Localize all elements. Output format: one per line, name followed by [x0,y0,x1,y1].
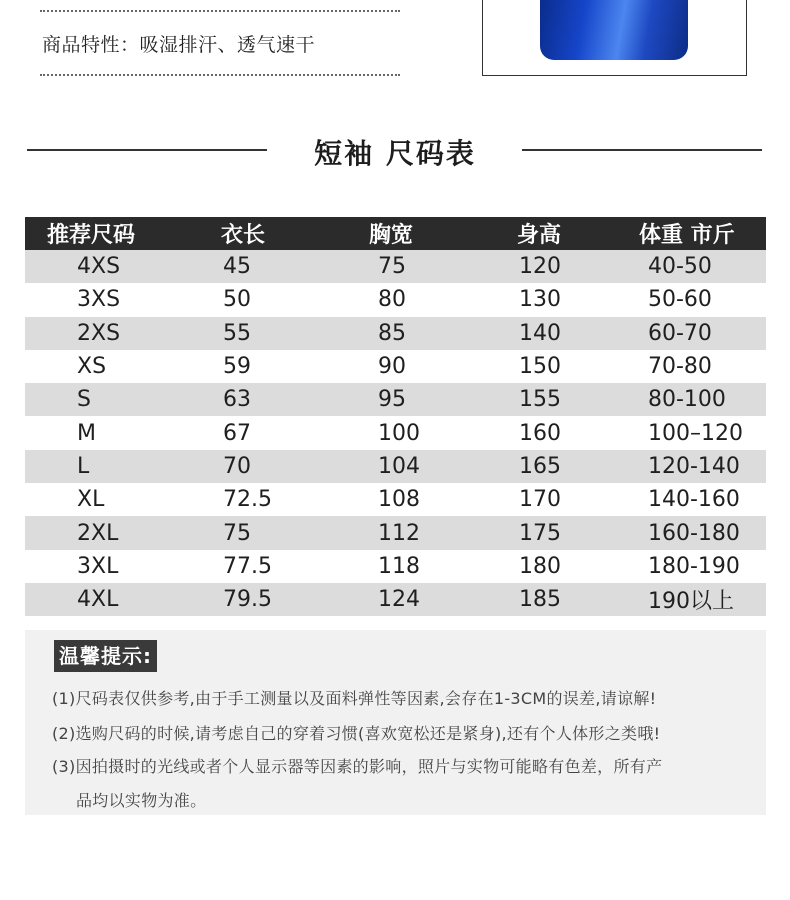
cell-height: 160 [519,420,561,446]
size-row [25,483,766,516]
size-row [25,383,766,416]
product-feature-text: 商品特性：吸湿排汗、透气速干 [42,34,316,56]
cell-height: 170 [519,487,561,513]
cell-height: 155 [519,387,561,413]
cell-size: 4XL [77,587,119,613]
cell-size: S [77,387,91,413]
size-row [25,583,766,616]
header-recommended-size: 推荐尺码 [47,223,136,248]
cell-height: 120 [519,254,561,280]
size-row [25,250,766,283]
cell-length: 79.5 [223,587,272,613]
cell-chest-width: 112 [378,520,420,546]
cell-height: 185 [519,587,561,613]
cell-length: 63 [223,387,251,413]
size-chart-title: 短袖 尺码表 [314,137,476,170]
cell-weight: 100–120 [648,420,743,446]
cell-length: 77.5 [223,553,272,579]
cell-height: 140 [519,320,561,346]
size-table [25,217,766,616]
cell-height: 130 [519,287,561,313]
cell-size: XL [77,487,105,513]
cell-size: 4XS [77,254,121,280]
cell-height: 150 [519,354,561,380]
cell-size: XS [77,354,107,380]
divider-dotted-bottom [40,74,400,76]
cell-chest-width: 85 [378,320,406,346]
tip-item: (2)选购尺码的时候,请考虑自己的穿着习惯(喜欢宽松还是紧身),还有个人体形之类哦! [52,724,661,743]
cell-length: 50 [223,287,251,313]
cell-length: 70 [223,453,251,479]
cell-length: 72.5 [223,487,272,513]
cell-size: L [77,453,90,479]
cell-chest-width: 108 [378,487,420,513]
size-row [25,550,766,583]
header-weight: 体重 市斤 [639,223,735,248]
tip-item: (3)因拍摄时的光线或者个人显示器等因素的影响，照片与实物可能略有色差，所有产 [52,757,663,776]
size-chart-title-row [0,130,790,170]
cell-length: 59 [223,354,251,380]
header-length: 衣长 [221,223,266,248]
cell-chest-width: 90 [378,354,406,380]
header-height: 身高 [517,223,562,248]
cell-height: 175 [519,520,561,546]
cell-weight: 50-60 [648,287,712,313]
cell-weight: 80-100 [648,387,726,413]
size-row [25,317,766,350]
cell-length: 55 [223,320,251,346]
tips-title: 温馨提示: [54,640,157,672]
cell-chest-width: 95 [378,387,406,413]
cell-length: 67 [223,420,251,446]
cell-size: M [77,420,96,446]
shirt-image [540,0,688,60]
cell-chest-width: 80 [378,287,406,313]
cell-height: 165 [519,453,561,479]
size-row [25,350,766,383]
cell-length: 45 [223,254,251,280]
cell-weight: 180-190 [648,553,740,579]
cell-weight: 190以上 [648,589,734,615]
cell-chest-width: 100 [378,420,420,446]
size-table-header [25,217,766,250]
cell-length: 75 [223,520,251,546]
tip-item-continued: 品均以实物为准。 [76,791,207,810]
cell-weight: 160-180 [648,520,740,546]
cell-size: 2XS [77,320,121,346]
divider-dotted-top [40,10,400,12]
cell-size: 3XS [77,287,121,313]
cell-height: 180 [519,553,561,579]
product-photo [482,0,747,76]
cell-chest-width: 75 [378,254,406,280]
cell-chest-width: 124 [378,587,420,613]
cell-weight: 70-80 [648,354,712,380]
cell-size: 2XL [77,520,119,546]
size-table-body [25,250,766,616]
size-row [25,450,766,483]
cell-chest-width: 118 [378,553,420,579]
cell-size: 3XL [77,553,119,579]
cell-weight: 120-140 [648,453,740,479]
size-row [25,416,766,449]
size-row [25,516,766,549]
cell-chest-width: 104 [378,453,420,479]
size-row [25,283,766,316]
header-chest-width: 胸宽 [369,223,414,248]
tip-item: (1)尺码表仅供参考,由于手工测量以及面料弹性等因素,会存在1-3CM的误差,请谅解! [52,689,657,708]
cell-weight: 60-70 [648,320,712,346]
cell-weight: 140-160 [648,487,740,513]
title-line-right [522,149,762,151]
tips-panel [25,630,766,815]
cell-weight: 40-50 [648,254,712,280]
